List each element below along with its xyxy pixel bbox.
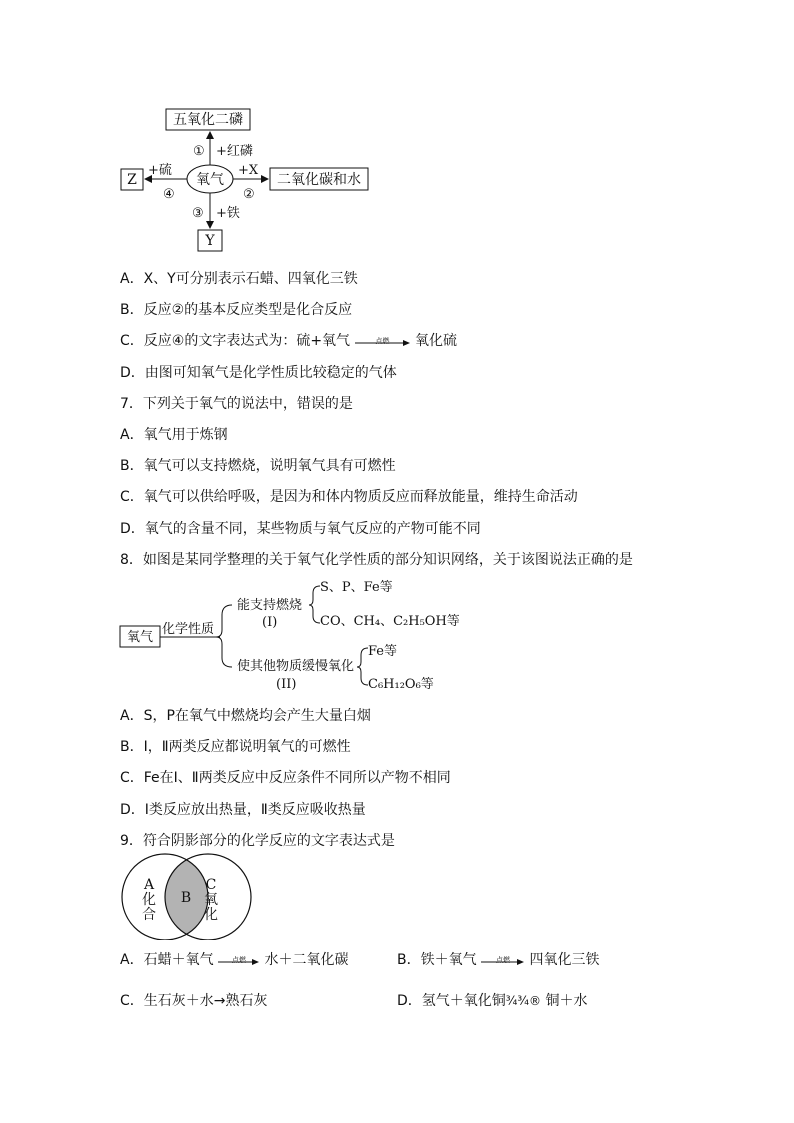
q9-option-b xyxy=(397,951,600,969)
q9-a-suffix: 水＋二氧化碳 xyxy=(264,952,349,968)
q9-d-garbled-arrow: ¾¾® xyxy=(505,994,542,1008)
label-right-reagent: +X xyxy=(238,163,259,178)
q7-option-c: C．氧气可以供给呼吸，是因为和体内物质反应而释放能量，维持生命活动 xyxy=(120,489,578,505)
q7-stem: 7．下列关于氧气的说法中，错误的是 xyxy=(120,396,353,412)
q6-c-prefix: C．反应④的文字表达式为：硫+氧气 xyxy=(120,333,351,349)
venn-a-3: 合 xyxy=(142,907,156,923)
venn-c-2: 氧 xyxy=(204,892,218,908)
box-left-text: Z xyxy=(127,172,137,188)
label-down-num: ③ xyxy=(192,206,204,221)
node2-text: 使其他物质缓慢氧化 xyxy=(237,659,355,674)
q9-option-c: C．生石灰＋水→熟石灰 xyxy=(120,993,268,1009)
reaction-condition: 点燃 xyxy=(496,956,511,964)
label-left-reagent: +硫 xyxy=(148,163,172,178)
node2-tag: (II) xyxy=(276,677,297,692)
q9-d-suffix: 铜＋水 xyxy=(541,993,588,1009)
q8-stem: 8．如图是某同学整理的关于氧气化学性质的部分知识网络，关于该图说法正确的是 xyxy=(120,552,633,568)
q7-option-b: B．氧气可以支持燃烧，说明氧气具有可燃性 xyxy=(120,458,396,474)
node2-leaf2: C₆H₁₂O₆等 xyxy=(368,677,434,692)
q7-option-d: D．氧气的含量不同，某些物质与氧气反应的产物可能不同 xyxy=(120,521,481,537)
node2-leaf1: Fe等 xyxy=(368,644,398,659)
label-right-num: ② xyxy=(243,187,255,202)
label-up-num: ① xyxy=(193,144,205,159)
node1-leaf1: S、P、Fe等 xyxy=(320,580,393,595)
q8-option-d: D．Ⅰ类反应放出热量，Ⅱ类反应吸收热量 xyxy=(120,802,366,818)
node1-text: 能支持燃烧 xyxy=(237,598,303,613)
q8-option-b: B．Ⅰ，Ⅱ两类反应都说明氧气的可燃性 xyxy=(120,739,351,755)
box-top-text: 五氧化二磷 xyxy=(173,112,243,128)
q9-option-a xyxy=(120,951,348,969)
reaction-arrow xyxy=(218,954,260,966)
q9-stem: 9．符合阴影部分的化学反应的文字表达式是 xyxy=(120,833,395,849)
q8-option-c: C．Fe在Ⅰ、Ⅱ两类反应中反应条件不同所以产物不相同 xyxy=(120,770,451,786)
q6-option-b: B．反应②的基本反应类型是化合反应 xyxy=(120,302,353,318)
venn-a-2: 化 xyxy=(142,892,156,908)
node1-leaf2: CO、CH₄、C₂H₅OH等 xyxy=(320,614,460,629)
reaction-arrow xyxy=(481,954,525,966)
node1-tag: (I) xyxy=(262,615,278,630)
reaction-condition: 点燃 xyxy=(375,337,390,345)
q8-option-a: A．S，P在氧气中燃烧均会产生大量白烟 xyxy=(120,708,371,724)
q6-c-suffix: 氧化硫 xyxy=(414,333,457,349)
q6-option-a: A．X、Y可分别表示石蜡、四氧化三铁 xyxy=(120,271,358,287)
q9-d-prefix: D．氢气＋氧化铜 xyxy=(397,993,506,1009)
label-up-reagent: +红磷 xyxy=(216,144,253,159)
reaction-condition: 点燃 xyxy=(232,956,247,964)
q9-option-d xyxy=(397,992,588,1010)
venn-a-1: A xyxy=(143,877,155,893)
q9-b-suffix: 四氧化三铁 xyxy=(529,952,600,968)
q9-a-prefix: A．石蜡＋氧气 xyxy=(120,952,214,968)
q6-option-d: D．由图可知氧气是化学性质比较稳定的气体 xyxy=(120,365,397,381)
label-left-num: ④ xyxy=(163,187,175,202)
venn-c-1: C xyxy=(205,877,217,893)
venn-c-3: 化 xyxy=(204,907,218,923)
branch-text: 化学性质 xyxy=(162,622,215,637)
venn-b: B xyxy=(180,890,192,906)
label-down-reagent: +铁 xyxy=(216,206,240,221)
root-text: 氧气 xyxy=(126,630,154,645)
q9-b-prefix: B．铁＋氧气 xyxy=(397,952,477,968)
q7-option-a: A．氧气用于炼钢 xyxy=(120,427,228,443)
oxygen-center-text: 氧气 xyxy=(196,172,224,188)
box-right-text: 二氧化碳和水 xyxy=(277,172,361,188)
box-bottom-text: Y xyxy=(205,233,215,249)
